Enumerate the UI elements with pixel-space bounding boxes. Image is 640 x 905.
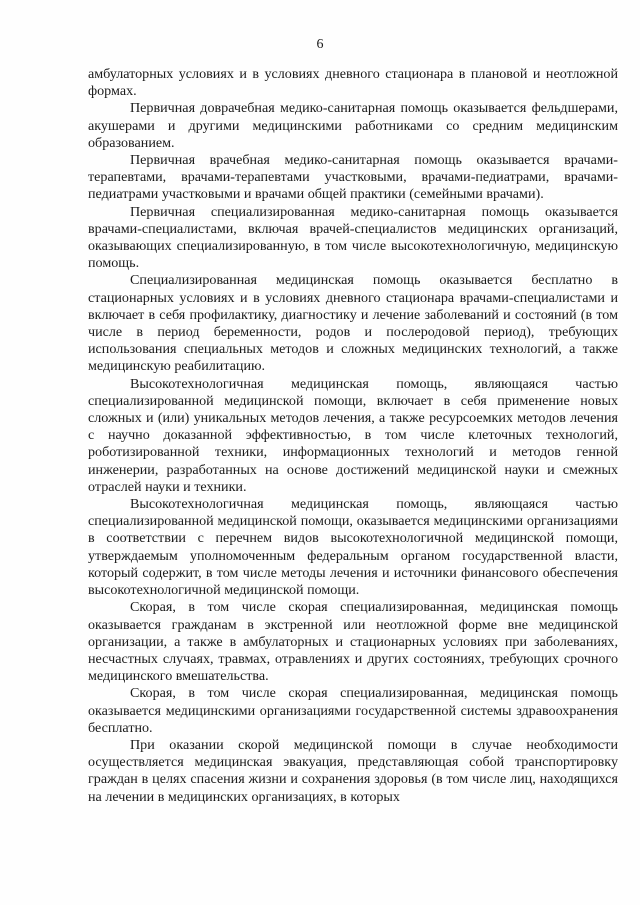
paragraph-emergency-care-free: Скорая, в том числе скорая специализированная, медицинская помощь оказывается медицинскими организациями государственной системы здравоохранения бесплатно. bbox=[88, 685, 618, 736]
paragraph-specialized-primary-care: Первичная специализированная медико-санитарная помощь оказывается врачами-специалистами, включая врачей-специалистов медицинских организаций, оказывающих специализированную, в том числе высокотехнологичную, медицинскую помощь. bbox=[88, 203, 618, 272]
paragraph-continuation: амбулаторных условиях и в условиях дневного стационара в плановой и неотложной формах. bbox=[88, 66, 618, 100]
body-text bbox=[88, 66, 618, 806]
paragraph-emergency-care: Скорая, в том числе скорая специализированная, медицинская помощь оказывается гражданам в экстренной или неотложной форме вне медицинской организации, а также в амбулаторных и стационарных условиях при заболеваниях, несчастных случаях, травмах, отравлениях и других состояниях, требующих срочного медицинского вмешательства. bbox=[88, 599, 618, 685]
paragraph-medical-evacuation: При оказании скорой медицинской помощи в случае необходимости осуществляется медицинская эвакуация, представляющая собой транспортировку граждан в целях спасения жизни и сохранения здоровья (в том числе лиц, находящихся на лечении в медицинских организациях, в которых bbox=[88, 736, 618, 805]
paragraph-high-tech-care-providers: Высокотехнологичная медицинская помощь, являющаяся частью специализированной медицинской помощи, оказывается медицинскими организациями в соответствии с перечнем видов высокотехнологичной медицинской помощи, утверждаемым уполномоченным федеральным органом государственной власти, который содержит, в том числе методы лечения и источники финансового обеспечения высокотехнологичной медицинской помощи. bbox=[88, 496, 618, 599]
paragraph-physician-care: Первичная врачебная медико-санитарная помощь оказывается врачами-терапевтами, врачами-терапевтами участковыми, врачами-педиатрами, врачами-педиатрами участковыми и врачами общей практики (семейными врачами). bbox=[88, 152, 618, 203]
page-number: 6 bbox=[316, 37, 324, 52]
paragraph-high-tech-care-definition: Высокотехнологичная медицинская помощь, являющаяся частью специализированной медицинской помощи, включает в себя применение новых сложных и (или) уникальных методов лечения, а также ресурсоемких методов лечения с научно доказанной эффективностью, в том числе клеточных технологий, роботизированной техники, информационных технологий и методов генной инженерии, разработанных на основе достижений медицинской науки и смежных отраслей науки и техники. bbox=[88, 375, 618, 495]
paragraph-specialized-care: Специализированная медицинская помощь оказывается бесплатно в стационарных условиях и в условиях дневного стационара врачами-специалистами и включает в себя профилактику, диагностику и лечение заболеваний и состояний (в том числе в период беременности, родов и послеродовой период), требующих использования специальных методов и сложных медицинских технологий, а также медицинскую реабилитацию. bbox=[88, 272, 618, 375]
paragraph-pre-physician-care: Первичная доврачебная медико-санитарная помощь оказывается фельдшерами, акушерами и другими медицинскими работниками со средним медицинским образованием. bbox=[88, 100, 618, 151]
